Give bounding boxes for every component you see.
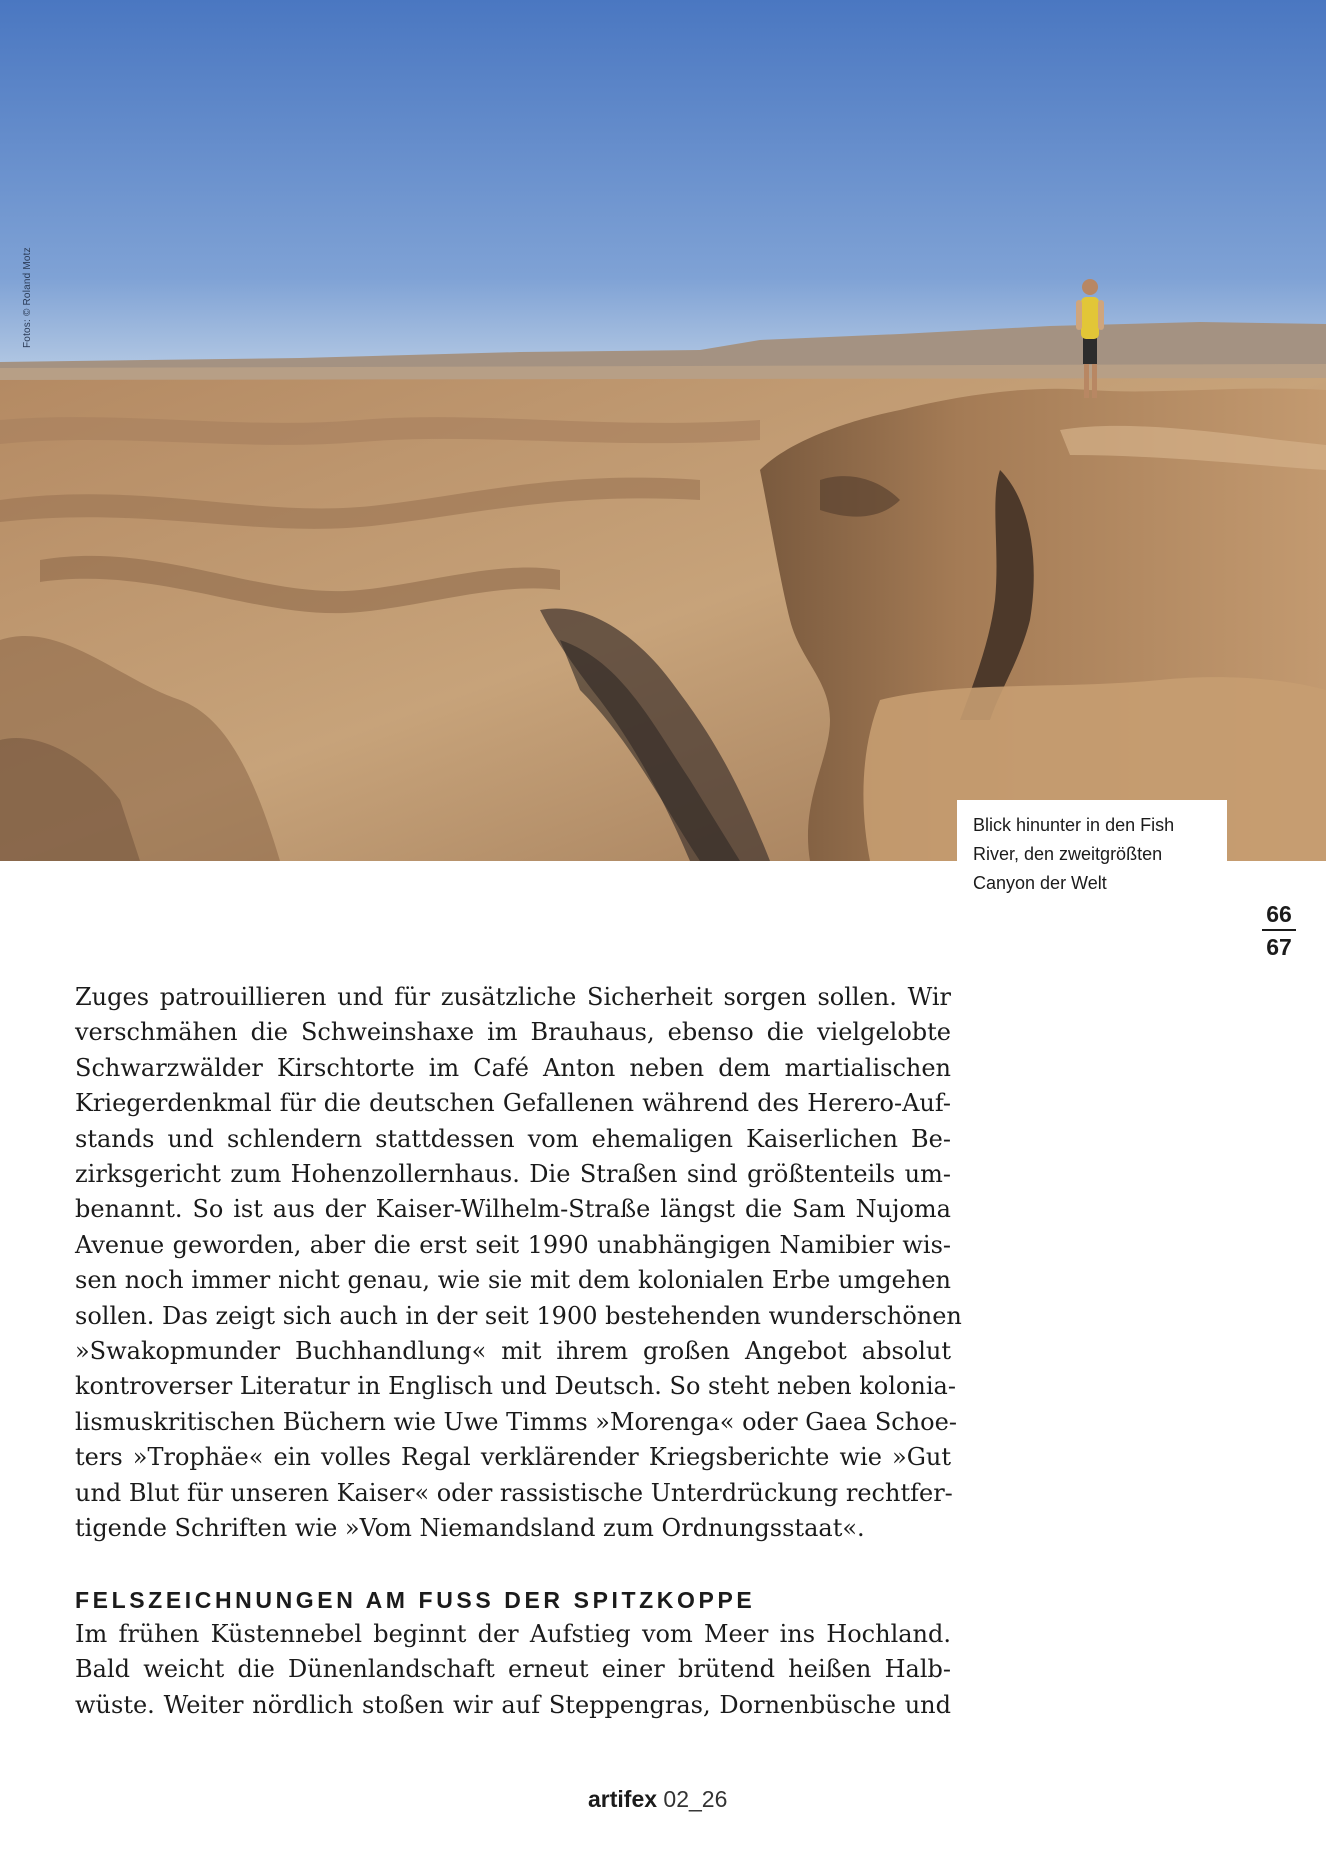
text-line: und Blut für unseren Kaiser« oder rassistische Unterdrückung rechtfer-: [75, 1478, 953, 1507]
article-paragraph-1: [75, 980, 962, 1547]
issue-number: 02_26: [657, 1786, 728, 1812]
text-line: verschmähen die Schweinshaxe im Brauhaus, ebenso die vielgelobte: [75, 1018, 951, 1047]
caption-line: Blick hinunter in den Fish: [973, 815, 1175, 835]
sky: [0, 0, 1326, 370]
caption-line: River, den zweitgrößten: [973, 844, 1163, 864]
text-line: Zuges patrouillieren und für zusätzliche Sicherheit sorgen sollen. Wir: [75, 983, 951, 1011]
text-line: sen noch immer nicht genau, wie sie mit dem kolonialen Erbe umgehen: [75, 1266, 951, 1295]
text-line: wüste. Weiter nördlich stoßen wir auf Steppengras, Dornenbüsche und: [75, 1690, 951, 1719]
page-number-divider: [1262, 929, 1296, 931]
text-line: Kriegerdenkmal für die deutschen Gefallenen während des Herero-Auf-: [75, 1089, 951, 1118]
text-line: kontroverser Literatur in Englisch und Deutsch. So steht neben kolonia-: [75, 1372, 956, 1401]
caption-line: Canyon der Welt: [973, 873, 1107, 893]
page-numbers: [1258, 901, 1300, 960]
text-line: stands und schlendern stattdessen vom ehemaligen Kaiserlichen Be-: [75, 1124, 951, 1153]
text-line: Schwarzwälder Kirschtorte im Café Anton neben dem martialischen: [75, 1053, 951, 1082]
text-line: lismuskritischen Büchern wie Uwe Timms »Morenga« oder Gaea Schoe-: [75, 1407, 957, 1436]
text-line: ters »Trophäe« ein volles Regal verklärender Kriegsberichte wie »Gut: [75, 1443, 951, 1472]
text-line: benannt. So ist aus der Kaiser-Wilhelm-Straße längst die Sam Nujoma: [75, 1195, 951, 1224]
canyon-illustration: [0, 0, 1326, 861]
text-line: Im frühen Küstennebel beginnt der Aufstieg vom Meer ins Hochland.: [75, 1620, 951, 1648]
page-number-right: 67: [1266, 934, 1292, 960]
text-line: Avenue geworden, aber die erst seit 1990 unabhängigen Namibier wis-: [75, 1230, 951, 1259]
photo-credit: Fotos: © Roland Motz: [22, 247, 33, 348]
section-heading: FELSZEICHNUNGEN AM FUSS DER SPITZKOPPE: [75, 1587, 756, 1613]
magazine-footer: [588, 1786, 727, 1813]
text-line: tigende Schriften wie »Vom Niemandsland zum Ordnungsstaat«.: [75, 1514, 865, 1543]
photo-caption: [973, 811, 1213, 898]
canyon-photo: [0, 0, 1326, 861]
text-line: sollen. Das zeigt sich auch in der seit 1900 bestehenden wunderschönen: [75, 1301, 962, 1330]
page-number-left: 66: [1266, 901, 1292, 927]
text-line: zirksgericht zum Hohenzollernhaus. Die Straßen sind größtenteils um-: [75, 1160, 951, 1189]
magazine-brand: artifex: [588, 1786, 658, 1812]
article-paragraph-2: [75, 1617, 951, 1723]
text-line: Bald weicht die Dünenlandschaft erneut einer brütend heißen Halb-: [75, 1655, 951, 1684]
text-line: »Swakopmunder Buchhandlung« mit ihrem großen Angebot absolut: [75, 1337, 951, 1366]
